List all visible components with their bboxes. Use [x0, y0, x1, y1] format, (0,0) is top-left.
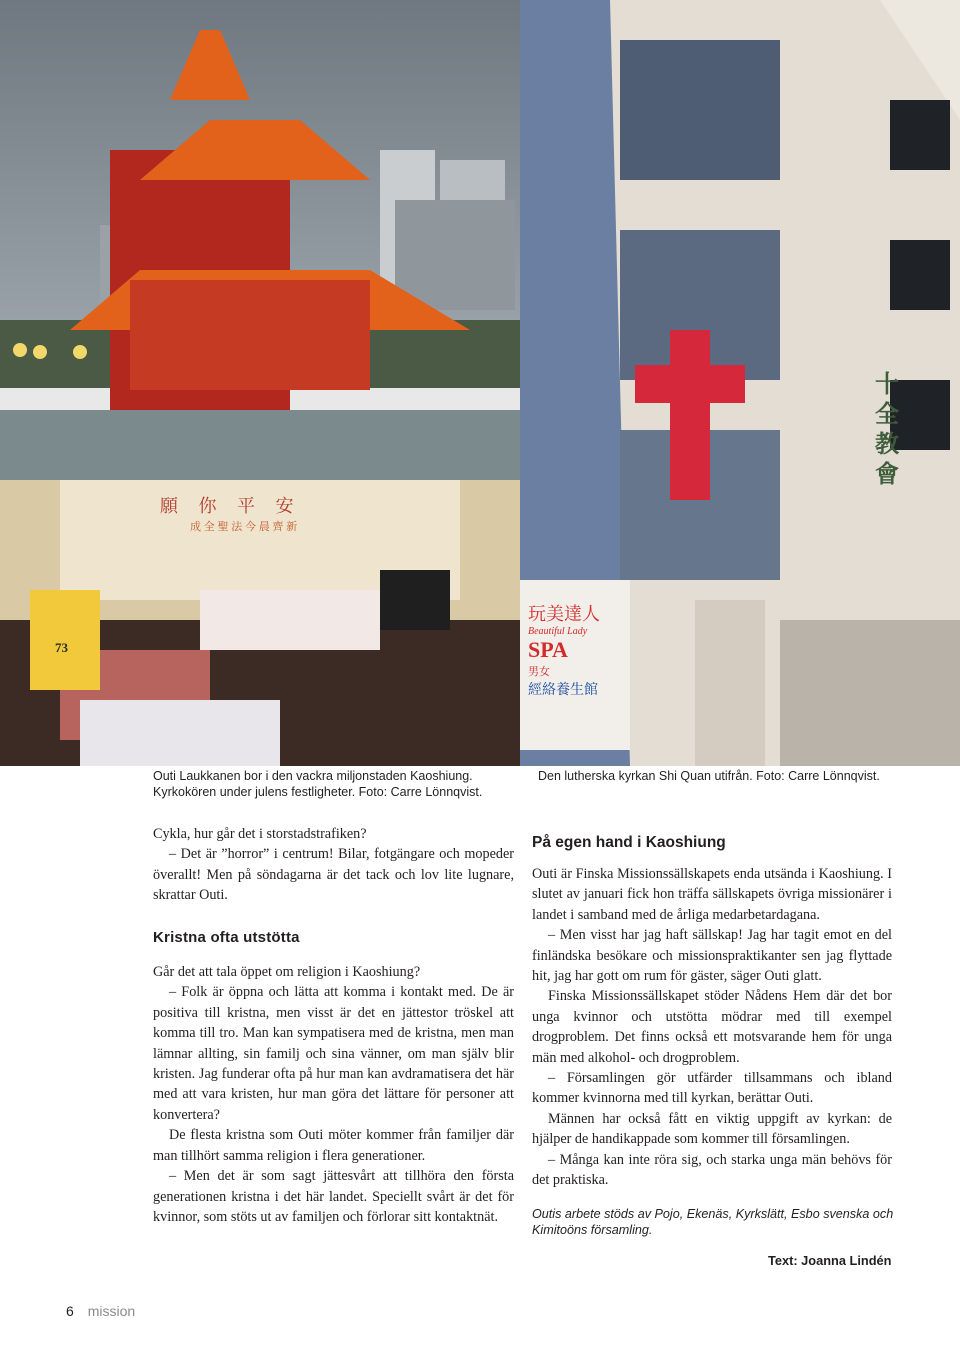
body-paragraph: – Många kan inte röra sig, och starka unga män behövs för det praktiska. [532, 1151, 892, 1189]
body-paragraph: De flesta kristna som Outi möter kommer från familjer där man tillhört samma religion i flera generationer. [153, 1127, 514, 1164]
body-paragraph: – Men visst har jag haft sällskap! Jag har tagit emot en del finländska besökare och missionspraktikanter sen jag flyttade hit, jag har gott om rum för gäster, säger Outi glatt. [532, 927, 892, 985]
interview-question: Går det att tala öppet om religion i Kaoshiung? [153, 964, 421, 981]
body-paragraph: Männen har också fått en viktig uppgift av kyrkan: de hjälper de handikappade som kommer till församlingen. [532, 1110, 892, 1148]
magazine-name: mission [87, 1303, 136, 1319]
byline: Text: Joanna Lindén [768, 1253, 892, 1268]
left-column [153, 824, 514, 1227]
choir-photo [0, 480, 520, 766]
spa-sign-spa: SPA [528, 637, 568, 662]
church-facade-text: 十全教會 [875, 372, 899, 488]
church-banner-sub: 成 全 聖 法 今 晨 齊 新 [190, 521, 298, 533]
page-number: 6 [66, 1303, 74, 1319]
church-banner: 願 你 平 安 [160, 496, 302, 516]
spa-sign-name: 玩美達人 [528, 604, 600, 624]
body-paragraph: – Församlingen gör utfärder tillsammans och ibland kommer kvinnorna med till kyrkan, berättar Outi. [532, 1070, 892, 1107]
support-note: Outis arbete stöds av Pojo, Ekenäs, Kyrkslätt, Esbo svenska och Kimitoöns församling. [532, 1207, 894, 1237]
caption-choir: Kyrkokören under julens festligheter. Foto: Carre Lönnqvist. [153, 785, 483, 799]
photo-caption-right: Den lutherska kyrkan Shi Quan utifrån. Foto: Carre Lönnqvist. [538, 769, 880, 783]
right-column [532, 864, 892, 1191]
pagoda-photo [0, 0, 520, 480]
page-footer [66, 1303, 135, 1319]
spa-sign-gender: 男女 [528, 666, 550, 678]
section-subheading: Kristna ofta utstötta [153, 928, 300, 946]
caption-pagoda: Outi Laukkanen bor i den vackra miljonstaden Kaoshiung. [153, 769, 473, 783]
body-paragraph: – Folk är öppna och lätta att komma i kontakt med. De är positiva till kristna, men visst är det en jättestor tröskel att komma till tro. Man kan sympatisera med de kristna, men man lämnar allting, sin familj och sina vänner, om man själv blir kristen. Jag funderar ofta på hur man kan avdramatisera det här med att vara kristen, hur man göra det lättare för personer att konvertera? [153, 984, 514, 1123]
church-photo [520, 0, 960, 766]
spa-sign-service: 經絡養生館 [528, 683, 598, 698]
interview-question: Cykla, hur går det i storstadstrafiken? [153, 826, 367, 842]
interview-answer: – Det är ”horror” i centrum! Bilar, fotgängare och mopeder överallt! Men på söndagarna är det tack och lov lite lugnare, skrattar Outi. [153, 846, 514, 904]
shirt-number: 73 [55, 640, 68, 655]
body-paragraph: – Men det är som sagt jättesvårt att tillhöra den första generationen kristna i det här landet. Speciellt svårt är det för kvinnor, som stöts ut av familjen och förlorar sitt kontaktnät. [153, 1168, 514, 1225]
body-paragraph: Outi är Finska Missionssällskapets enda utsända i Kaoshiung. I slutet av januari fick hon träffa sällskapets övriga missionärer i landet i samband med de årliga medarbetardagana. [532, 866, 892, 923]
photo-caption-left [153, 768, 513, 800]
spa-sign [528, 600, 624, 699]
body-paragraph: Finska Missionssällskapet stöder Nådens Hem där det bor unga kvinnor och utstötta mödrar med till exempel drogproblem. Det finns också ett motsvarande hem för unga män med alkohol- och drogproblem. [532, 988, 892, 1066]
spa-sign-brand: Beautiful Lady [528, 626, 588, 637]
article-heading: På egen hand i Kaoshiung [532, 834, 726, 851]
